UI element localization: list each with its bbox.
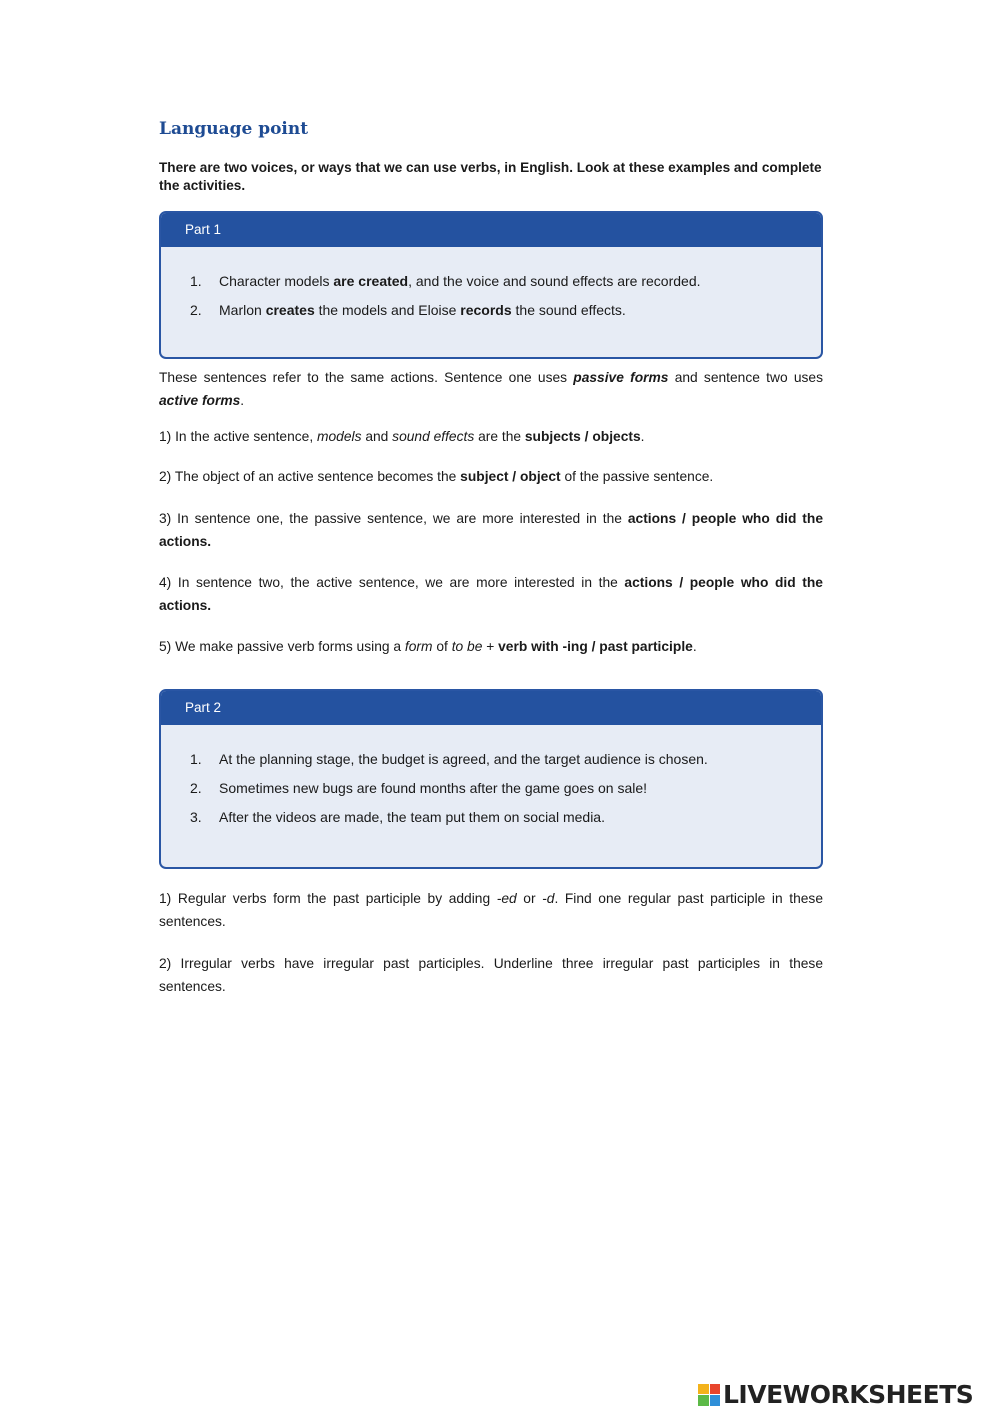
- part2-panel: [159, 689, 823, 869]
- item-bold: creates: [265, 302, 315, 318]
- item-bold: records: [460, 302, 512, 318]
- item-text: At the planning stage, the budget is agreed, and the target audience is chosen.: [219, 751, 708, 767]
- intro-text: There are two voices, or ways that we can use verbs, in English. Look at these examples and complete the activities.: [159, 160, 822, 193]
- item-number: 2.: [190, 780, 202, 796]
- item-number: 3.: [190, 809, 202, 825]
- item-number: 1.: [190, 273, 202, 289]
- part1-panel: [159, 211, 823, 359]
- answer-choice[interactable]: subjects / objects: [524, 429, 641, 444]
- question-5: 5) We make passive verb forms using a form of to be + verb with -ing / past participle.: [159, 639, 697, 654]
- answer-choice[interactable]: subject / object: [460, 469, 561, 484]
- answer-choice[interactable]: actions / people who did the actions.: [159, 511, 823, 549]
- logo-icon: [698, 1384, 720, 1406]
- item-text: , and the voice and sound effects are recorded.: [408, 273, 701, 289]
- part2-title: Part 2: [161, 691, 821, 725]
- logo-text: LIVEWORKSHEETS: [723, 1380, 974, 1409]
- item-number: 2.: [190, 302, 202, 318]
- explanation-text: These sentences refer to the same actions. Sentence one uses passive forms and sentence two uses active forms.: [159, 370, 823, 408]
- task-2: 2) Irregular verbs have irregular past participles. Underline three irregular past participles in these sentences.: [159, 956, 823, 994]
- question-3: 3) In sentence one, the passive sentence, we are more interested in the actions / people who did the actions.: [159, 511, 823, 549]
- item-number: 1.: [190, 751, 202, 767]
- liveworksheets-logo: [698, 1380, 973, 1409]
- active-forms-term: active forms: [159, 393, 241, 408]
- list-item: [161, 809, 821, 825]
- item-bold: are created: [333, 273, 409, 289]
- page-title: Language point: [159, 119, 309, 139]
- question-1: 1) In the active sentence, models and sound effects are the subjects / objects.: [159, 429, 645, 444]
- question-4: 4) In sentence two, the active sentence, we are more interested in the actions / people who did the actions.: [159, 575, 823, 613]
- item-text: the sound effects.: [511, 302, 626, 318]
- item-text: Sometimes new bugs are found months after the game goes on sale!: [219, 780, 648, 796]
- question-2: 2) The object of an active sentence becomes the subject / object of the passive sentence.: [159, 469, 714, 484]
- passive-forms-term: passive forms: [573, 370, 669, 385]
- list-item: [161, 751, 821, 767]
- task-1: 1) Regular verbs form the past participle by adding -ed or -d. Find one regular past participle in these sentences.: [159, 891, 824, 929]
- list-item: [161, 780, 821, 796]
- item-text: the models and Eloise: [314, 302, 461, 318]
- answer-choice[interactable]: actions / people who did the actions.: [159, 575, 823, 613]
- list-item: [161, 302, 821, 318]
- answer-choice[interactable]: verb with -ing / past participle: [498, 639, 693, 654]
- item-text: Marlon: [219, 302, 266, 318]
- list-item: [161, 273, 821, 289]
- item-text: Character models: [219, 273, 334, 289]
- part1-title: Part 1: [161, 213, 821, 247]
- item-text: After the videos are made, the team put them on social media.: [219, 809, 605, 825]
